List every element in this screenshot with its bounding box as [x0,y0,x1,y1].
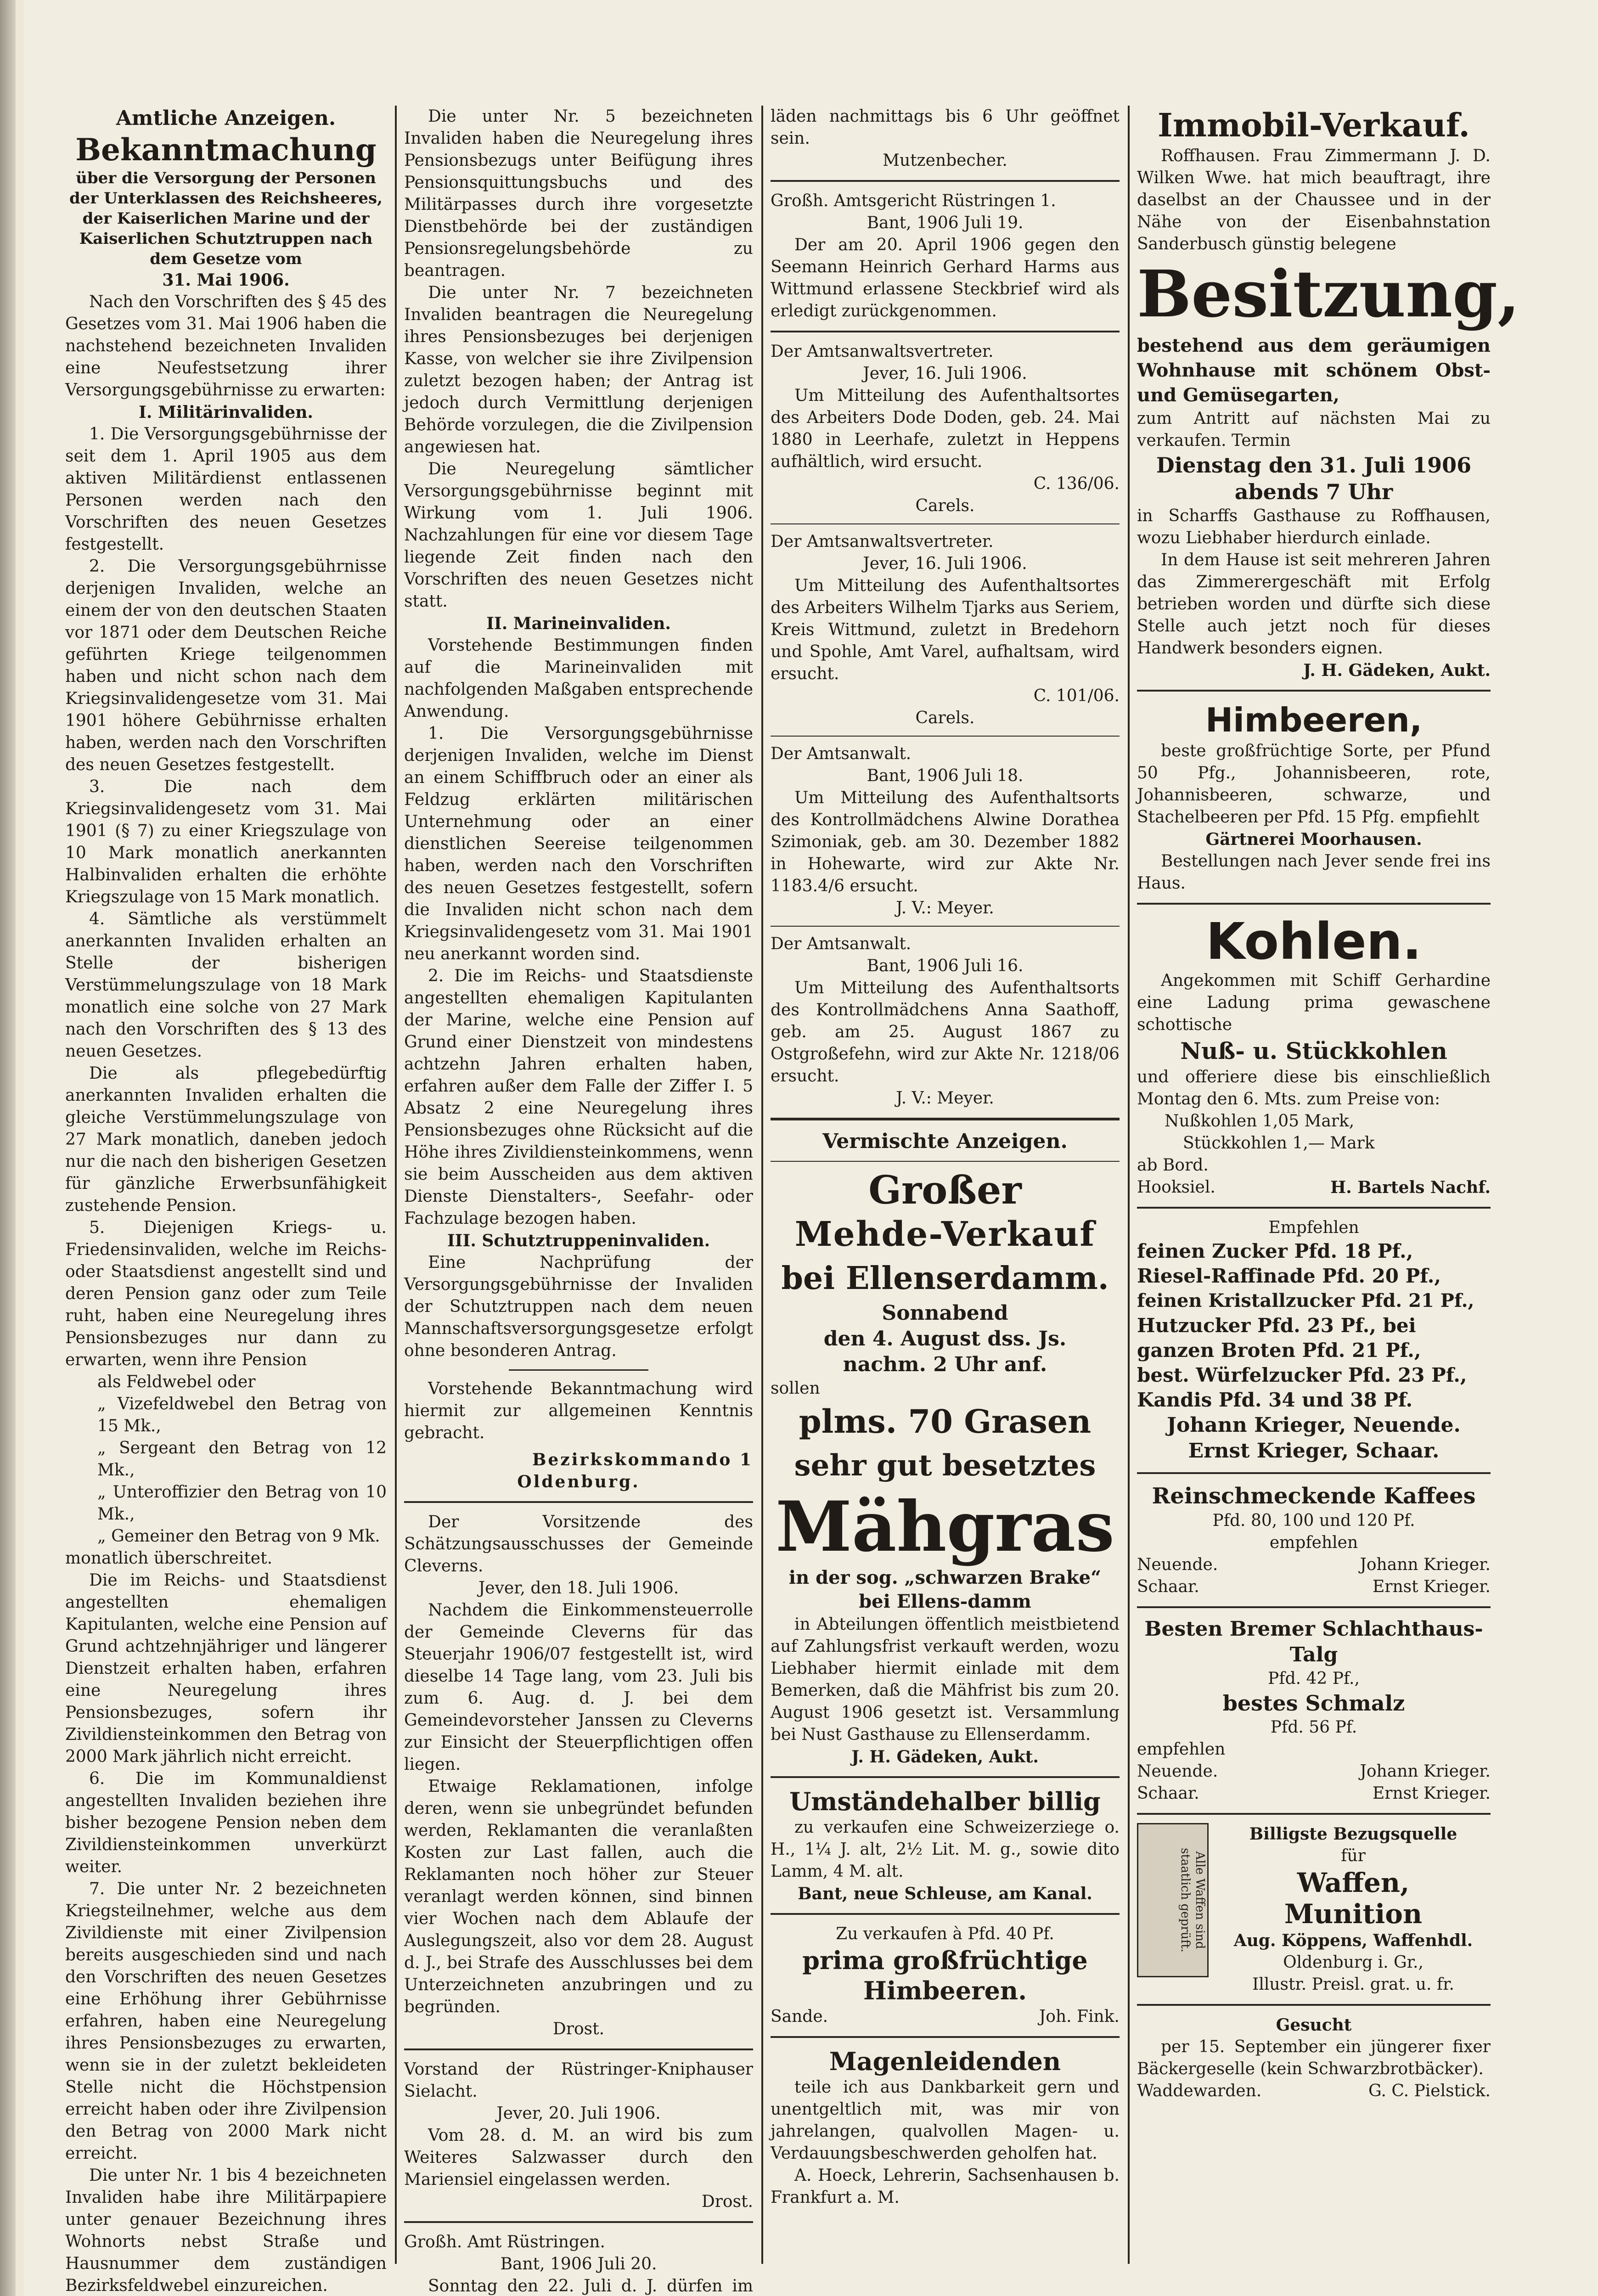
ad-footer [1137,1576,1491,1598]
divider [509,1369,648,1371]
paragraph: Nachdem die Einkommensteuerrolle der Gemeinde Cleverns für das Steuerjahr 1906/07 festgestellt ist, wird dieselbe 14 Tage lang, vom 23. Juli bis zum 6. Aug. d. J. bei dem Gemeindevorsteher Janssen zu Cleverns zur Einsicht der Steuerpflichtigen offen liegen. [404,1601,753,1774]
paragraph: 2. Die im Reichs- und Staatsdienste angestellten ehemaligen Kapitulanten der Marine, welche eine Pension auf Grund einer Dienstzeit von mindestens achtzehn Jahren erhalten haben, erfahren außer dem Falle der Ziffer I. 5 Absatz 2 eine Neuregelung ihres Pensionsbezuges ohne Rücksicht auf die Höhe ihres Zivildiensteinkommens, wenn sie beim Ausscheiden aus dem aktiven Dienste Dienstalters-, Seefahr- oder Fachzulage bezogen haben. [404,967,753,1228]
ad-text: in Abteilungen öffentlich meistbietend auf Zahlungsfrist verkauft werden, wozu Liebhaber hiermit einlade mit dem Bemerken, daß die Mähfrist bis zum 20. August 1906 gesetzt ist. Versammlung bei Nust Gasthause zu Ellenserdamm. [771,1615,1120,1744]
dateline: Bant, 1906 Juli 16. [867,957,1024,975]
ad-line: empfehlen [1137,1740,1226,1759]
dateline: Bant, 1906 Juli 19. [867,214,1024,232]
paragraph: monatlich überschreitet. [65,1549,273,1568]
ad-line: Zu verkaufen à Pfd. 40 Pf. [836,1925,1054,1943]
ad-footer [1137,1783,1491,1805]
paragraph: Vorstehende Bestimmungen finden auf die Marineinvaliden mit nachfolgenden Maßgaben entsprechende Anwendung. [404,636,753,721]
divider [771,1776,1120,1778]
signature: Drost. [701,2192,753,2211]
ad-highlight: plms. 70 Grasen [799,1402,1092,1441]
divider [771,331,1120,332]
signature: Oldenburg. [517,1472,640,1491]
divider [771,1118,1120,1120]
ad-signature: A. Hoeck, Lehrerin, Sachsenhausen b. Frankfurt a. M. [771,2166,1120,2207]
paragraph: Der am 20. April 1906 gegen den Seemann Heinrich Gerhard Harms aus Wittmund erlassene Steckbrief wird als erledigt zurückgenommen. [771,236,1120,321]
ad-highlight: abends 7 Uhr [1234,479,1393,504]
announcement-date: 31. Mai 1906. [162,270,290,290]
ad-line: Pfd. 56 Pf. [1270,1718,1357,1737]
dateline: Jever, 16. Juli 1906. [863,364,1027,383]
ad-line: Oldenburg i. Gr., [1283,1953,1424,1972]
rank-line: „ Sergeant den Betrag von 12 Mk., [97,1439,387,1480]
ad-title: Munition [1284,1898,1423,1930]
paragraph: 1. Die Versorgungsgebührnisse der seit dem 1. April 1905 aus dem aktiven Militärdienst entlassenen Personen werden nach den Vorschriften des neuen Gesetzes festgestellt. [65,425,387,554]
dateline: Jever, 20. Juli 1906. [496,2104,661,2123]
dateline: Jever, 16. Juli 1906. [863,554,1027,573]
paragraph: 5. Diejenigen Kriegs- u. Friedensinvaliden, welche im Reichs- oder Staatsdienst angestellt sind und deren Pension ganz oder zum Teile ruht, haben eine Neuregelung ihres Pensionsbezuges nur dann zu erwarten, wenn ihre Pension [65,1218,387,1369]
paragraph: Eine Nachprüfung der Versorgungsgebührnisse der Invaliden der Schutztruppen nach dem neuen Mannschaftsversorgungsgesetze erfolgt ohne besonderen Antrag. [404,1253,753,1360]
price-line: Nußkohlen 1,05 Mark, [1165,1112,1355,1131]
ad-text: Bestellungen nach Jever sende frei ins Haus. [1137,852,1491,893]
price-line: Hutzucker Pfd. 23 Pf., bei [1137,1314,1416,1337]
signature: Carels. [915,709,975,727]
ad-footer [1137,1176,1491,1199]
divider [771,523,1120,524]
ad-title: Himbeeren. [863,1976,1027,2005]
ad-title: Reinschmeckende Kaffees [1152,1483,1476,1509]
ad-line: nachm. 2 Uhr anf. [843,1353,1047,1376]
cartridge-illustration [1137,1823,1209,1977]
ad-place: Hooksiel. [1137,1178,1215,1197]
price-line: Kandis Pfd. 34 und 38 Pf. [1137,1389,1413,1411]
paragraph: Der Amtsanwalt. [771,744,912,763]
column-rule [1128,106,1130,2264]
ad-text: In dem Hause ist seit mehreren Jahren das Zimmerergeschäft mit Erfolg betrieben worden und dürfte sich diese Stelle auch jetzt noch für dieses Handwerk besonders eignen. [1137,551,1491,658]
ad-signature: Ernst Krieger, Schaar. [1188,1439,1440,1463]
ad-title: Gesucht [1276,2015,1352,2035]
divider [1137,1472,1491,1474]
rank-line: „ Vizefeldwebel den Betrag von 15 Mk., [97,1395,387,1435]
ad-place: Schaar. [1137,1577,1199,1596]
ad-text: Angekommen mit Schiff Gerhardine eine Ladung prima gewaschene schottische [1137,971,1491,1034]
ad-title: Magenleidenden [829,2047,1061,2076]
paragraph: Der Amtsanwaltsvertreter. [771,342,994,361]
price-line: Riesel-Raffinade Pfd. 20 Pf., [1137,1265,1441,1287]
divider [771,1913,1120,1915]
paragraph: Großh. Amtsgericht Rüstringen 1. [771,191,1056,210]
ad-text: in Scharffs Gasthause zu Roffhausen, wozu Liebhaber hierdurch einlade. [1137,506,1491,547]
ad-place: Neuende. [1137,1555,1218,1574]
ad-line: Illustr. Preisl. grat. u. fr. [1252,1975,1454,1994]
ad-line: Empfehlen [1268,1218,1359,1237]
signature: Drost. [552,2020,605,2038]
paragraph: Der Amtsanwalt. [771,934,912,953]
divider [404,1501,753,1503]
paragraph: läden nachmittags bis 6 Uhr geöffnet sein. [771,107,1120,148]
ad-signature: Gärtnerei Moorhausen. [1205,830,1422,849]
weapons-ad [1137,1823,1491,1996]
ad-line: Pfd. 80, 100 und 120 Pf. [1212,1511,1415,1530]
paragraph: 4. Sämtliche als verstümmelt anerkannten Invaliden erhalten an Stelle der bisherigen Verstümmelungszulage von 18 Mark monatlich eine solche von 27 Mark nach den Vorschriften des § 13 des neuen Gesetzes. [65,910,387,1061]
divider [771,180,1120,182]
intro-text: Nach den Vorschriften des § 45 des Gesetzes vom 31. Mai 1906 haben die nachstehend bezeichneten Invaliden eine Neufestsetzung ihrer Versorgungsgebührnisse zu erwarten: [65,293,387,400]
ad-highlight: Dienstag den 31. Juli 1906 [1156,453,1472,478]
price-line: feinen Kristallzucker Pfd. 21 Pf., [1137,1290,1474,1311]
column-rule [761,106,763,2264]
ad-signature: Johann Krieger, Neuende. [1167,1413,1461,1437]
paragraph: Um Mitteilung des Aufenthaltsortes des Arbeiters Wilhelm Tjarks aus Seriem, Kreis Wittmund, zuletzt in Bredehorn und Spohle, Amt Varel, aufhaltsam, wird ersucht. [771,576,1120,683]
signature: Mutzenbecher. [883,151,1007,170]
weapons-ad-text [1216,1823,1491,1996]
ad-title: Kohlen. [1206,912,1422,971]
paragraph: Großh. Amt Rüstringen. [404,2233,605,2251]
paragraph: Die unter Nr. 7 bezeichneten Invaliden beantragen die Neuregelung ihres Pensionsbezuges bei derjenigen Kasse, von welcher sie ihre Zivilpension zuletzt bezogen haben; der Antrag ist jedoch durch Vermittlung derjenigen Behörde vorzulegen, die die Zivilpension angewiesen hat. [404,283,753,456]
ad-place: Neuende. [1137,1762,1218,1781]
ad-title: Himbeeren, [1205,701,1423,739]
divider [404,2221,753,2223]
file-number: C. 101/06. [1033,687,1120,705]
section-3-title: III. Schutztruppeninvaliden. [447,1231,710,1250]
ad-line: sollen [771,1379,820,1398]
paragraph: 2. Die Versorgungsgebührnisse derjenigen Invaliden, welche an einem der von den deutschen Staaten vor 1871 oder dem Deutschen Reiche geführten Kriege teilgenommen haben und nicht schon nach dem Kriegsinvalidengesetze vom 31. Mai 1901 höhere Gebührnisse erhalten haben, werden nach den Vorschriften des neuen Gesetzes festgestellt. [65,557,387,774]
divider [1137,1813,1491,1815]
paragraph: 1. Die Versorgungsgebührnisse derjenigen Invaliden, welche im Dienst an einem Schiffbruch oder an einer als Feldzug erklärten militärischen Unternehmung oder an einer dienstlichen Seereise teilgenommen haben, werden nach den Vorschriften des neuen Gesetzes festgestellt, sofern die Invaliden nicht schon nach dem Kriegsinvalidengesetz vom 31. Mai 1901 neu anerkannt worden sind. [404,724,753,963]
price-line: Stückkohlen 1,— Mark [1183,1134,1375,1153]
ad-title: bestes Schmalz [1222,1691,1405,1716]
signature: Bezirkskommando 1 [532,1450,753,1469]
dateline: Bant, 1906 Juli 20. [500,2255,657,2273]
ad-place: Sande. [771,2007,828,2026]
column-3 [771,106,1120,2273]
paragraph: Der Amtsanwaltsvertreter. [771,532,994,551]
file-number: C. 136/06. [1033,474,1120,493]
signature: Carels. [915,496,975,515]
price-line: ganzen Broten Pfd. 21 Pf., [1137,1339,1421,1362]
rank-line: „ Gemeiner den Betrag von 9 Mk. [97,1527,380,1546]
rank-line: als Feldwebel oder [97,1373,256,1391]
ad-signature: Aug. Köppens, Waffenhdl. [1233,1931,1473,1950]
paragraph: Die im Reichs- und Staatsdienst angestellten ehemaligen Kapitulanten, welche eine Pension auf Grund achtzehnjähriger und längerer Dienstzeit erhalten haben, erfahren eine Neuregelung ihres Pensionsbezuges, sofern ihr Zivildiensteinkommen den Betrag von 2000 Mark jährlich nicht erreicht. [65,1571,387,1766]
rank-line: „ Unteroffizier den Betrag von 10 Mk., [97,1483,387,1524]
ad-line: bei Ellens-damm [859,1591,1031,1612]
ad-line: für [1341,1846,1366,1865]
ad-title: Immobil-Verkauf. [1158,106,1470,144]
paragraph: Um Mitteilung des Aufenthaltsortes des Arbeiters Dode Doden, geb. 24. Mai 1880 in Leerhafe, zuletzt in Heppens aufhältlich, wird ersucht. [771,386,1120,471]
ad-signature: Ernst Krieger. [1372,1577,1491,1596]
paragraph: Etwaige Reklamationen, infolge deren, wenn sie unbegründet befunden werden, Reklamanten die veranlaßten Kosten zur Last fallen, auch die Reklamanten noch höher zur Steuer veranlagt werden können, sind binnen vier Wochen nach dem Ablaufe der Auslegungszeit, also vor dem 28. August d. J., bei Strafe des Ausschlusses bei dem Unterzeichneten anzubringen und zu begründen. [404,1777,753,2016]
cartridge-caption: Alle Waffen sind staatlich geprüft. [1178,1848,1207,1953]
paragraph: Der Vorsitzende des Schätzungsausschusses der Gemeinde Cleverns. [404,1513,753,1576]
ad-title: Waffen, [1297,1867,1410,1898]
paragraph: Um Mitteilung des Aufenthaltsorts des Kontrollmädchens Alwine Dorathea Szimoniak, geb. am 30. Dezember 1882 in Hohewarte, wird zur Akte Nr. 1183.4/6 ersucht. [771,788,1120,895]
ad-signature: Johann Krieger. [1360,1555,1491,1574]
ad-title: prima großfrüchtige [802,1946,1088,1975]
column-rule [395,106,397,2264]
ad-title: Großer [868,1167,1022,1213]
section-2-title: II. Marineinvaliden. [486,614,671,633]
column-1 [65,106,387,2295]
ad-title: Mehde-Verkauf [794,1215,1096,1254]
section-heading-misc: Vermischte Anzeigen. [822,1130,1068,1153]
divider [771,2036,1120,2038]
divider [771,1161,1120,1162]
ad-text: beste großfrüchtige Sorte, per Pfund 50 Pfg., Johannisbeeren, rote, Johannisbeeren, schwarze, und Stachelbeeren per Pfd. 15 Pfg. empfiehlt [1137,742,1491,827]
ad-title: Besitzung, [1137,257,1520,332]
ad-line: den 4. August dss. Js. [823,1327,1067,1351]
ad-place: Schaar. [1137,1784,1199,1803]
paragraph: Vorstand der Rüstringer-Kniphauser Sielacht. [404,2060,753,2101]
dateline: Bant, 1906 Juli 18. [867,766,1024,785]
divider [1137,1207,1491,1209]
ad-footer [1137,1554,1491,1576]
column-2 [404,106,753,2296]
ad-footer [771,2006,1120,2028]
signature: J. V.: Meyer. [896,899,994,917]
ad-footer [1137,1761,1491,1783]
divider [404,2048,753,2050]
paragraph: 7. Die unter Nr. 2 bezeichneten Kriegsteilnehmer, welche aus dem Zivildienste mit einer Zivilpension bereits ausgeschieden sind und nach den Vorschriften des neuen Gesetzes eine Erhöhung ihrer Gebührnisse erfahren, haben eine Neuregelung ihres Pensionsbezuges zu erwarten, wenn sie in der zuletzt bekleideten Stelle nicht die Höchstpension erreicht haben oder ihre Zivilpension den Betrag von 2000 Mark nicht erreicht. [65,1880,387,2163]
divider [1137,2004,1491,2006]
ad-text: zum Antritt auf nächsten Mai zu verkaufen. Termin [1137,409,1491,450]
paragraph: Die als pflegebedürftig anerkannten Invaliden erhalten die gleiche Verstümmelungszulage von 27 Mark monatlich, daneben jedoch nur die nach den bisherigen Gesetzen für gänzliche Erwerbsunfähigkeit zustehende Pension. [65,1064,387,1215]
ad-highlight: bestehend aus dem geräumigen Wohnhause mit schönem Obst- und Gemüsegarten, [1137,335,1491,406]
paragraph: Vorstehende Bekanntmachung wird hiermit zur allgemeinen Kenntnis gebracht. [404,1379,753,1442]
paragraph: Sonntag den 22. Juli d. J. dürfen im [428,2277,753,2296]
price-line: best. Würfelzucker Pfd. 23 Pf., [1137,1364,1467,1386]
signature: J. V.: Meyer. [896,1089,994,1108]
paragraph: Vom 28. d. M. an wird bis zum Weiteres Salzwasser durch den Mariensiel eingelassen werden. [404,2126,753,2189]
newspaper-page [24,0,1598,2296]
ad-highlight: sehr gut besetztes [794,1448,1096,1483]
ad-signature: Joh. Fink. [1039,2007,1120,2026]
paragraph: 6. Die im Kommunaldienst angestellten Invaliden beziehen ihre bisher bezogene Pension neben dem Zivildiensteinkommen unverkürzt weiter. [65,1769,387,1876]
paragraph: Die unter Nr. 1 bis 4 bezeichneten Invaliden habe ihre Militärpapiere unter genauer Bezeichnung ihres Wohnorts nebst Straße und Hausnummer dem zuständigen Bezirksfeldwebel einzureichen. [65,2166,387,2295]
paragraph: Die Neuregelung sämtlicher Versorgungsgebührnisse beginnt mit Wirkung vom 1. Juli 1906. Nachzahlungen für eine vor diesem Tage liegende Zeit finden nach den Vorschriften des neuen Gesetzes nicht statt. [404,460,753,611]
ad-place: Waddewarden. [1137,2082,1262,2100]
ad-title: Besten Bremer Schlachthaus-Talg [1144,1617,1483,1666]
divider [1137,903,1491,905]
ad-line: empfehlen [1269,1533,1358,1552]
ad-signature: J. H. Gädeken, Aukt. [851,1747,1039,1767]
page-binding-edge [0,0,16,2296]
ad-line: Sonnabend [882,1301,1008,1325]
ad-title: Umständehalber billig [789,1787,1101,1816]
ad-line: in der sog. „schwarzen Brake“ [788,1567,1102,1588]
ad-title: bei Ellenserdamm. [781,1260,1109,1297]
ad-text: Roffhausen. Frau Zimmermann J. D. Wilken Wwe. hat mich beauftragt, ihre daselbst an der Chaussee und in der Nähe von der Eisenbahnstation Sanderbusch günstig belegene [1137,146,1491,253]
divider [771,736,1120,737]
ad-text: und offeriere diese bis einschließlich Montag den 6. Mts. zum Preise von: [1137,1068,1491,1109]
ad-signature: Ernst Krieger. [1372,1784,1491,1803]
divider [1137,690,1491,692]
section-heading-official: Amtliche Anzeigen. [116,107,336,130]
announcement-title: Bekanntmachung [75,132,377,168]
ad-text: per 15. September ein jüngerer fixer Bäckergeselle (kein Schwarzbrotbäcker). [1137,2037,1491,2078]
ad-signature: Johann Krieger. [1360,1762,1491,1781]
ad-text: teile ich aus Dankbarkeit gern und unentgeltlich mit, was mir von jahrelangen, qualvollen Magen- u. Verdauungsbeschwerden geholfen hat. [771,2078,1120,2163]
ad-signature: J. H. Gädeken, Aukt. [1303,661,1491,680]
paragraph: 3. Die nach dem Kriegsinvalidengesetz vom 31. Mai 1901 (§ 7) zu einer Kriegszulage von 10 Mark monatlich anerkannten Halbinvaliden erhalten die erhöhte Kriegszulage von 15 Mark monatlich. [65,777,387,906]
ad-highlight: Nuß- u. Stückkohlen [1180,1037,1447,1064]
ad-signature: H. Bartels Nachf. [1330,1178,1491,1197]
ad-line: Pfd. 42 Pf., [1268,1669,1360,1688]
ad-text: zu verkaufen eine Schweizerziege o. H., 1¼ J. alt, 2½ Lit. M. g., sowie dito Lamm, 4 M. alt. [771,1818,1120,1881]
paragraph: Die unter Nr. 5 bezeichneten Invaliden haben die Neuregelung ihres Pensionsbezugs unter Beifügung ihres Pensionsquittungsbuchs und des Militärpasses durch ihre vorgesetzte Dienstbehörde bei der zuständigen Pensionsregelungsbehörde zu beantragen. [404,107,753,280]
ad-signature: G. C. Pielstick. [1368,2082,1491,2100]
ad-signature: Bant, neue Schleuse, am Kanal. [798,1884,1092,1903]
ad-line: Billigste Bezugsquelle [1249,1824,1457,1844]
price-line: feinen Zucker Pfd. 18 Pf., [1137,1240,1413,1262]
divider [771,926,1120,927]
ad-title: Mähgras [776,1486,1114,1567]
ad-footer [1137,2080,1491,2102]
divider [1137,1606,1491,1608]
dateline: Jever, den 18. Juli 1906. [478,1579,679,1598]
ad-text: ab Bord. [1137,1156,1209,1175]
section-1-title: I. Militärinvaliden. [139,403,313,422]
column-4 [1137,106,1520,2273]
paragraph: Um Mitteilung des Aufenthaltsorts des Kontrollmädchens Anna Saathoff, geb. am 25. August 1867 zu Ostgroßefehn, wird zur Akte Nr. 1218/06 ersucht. [771,979,1120,1086]
announcement-subtitle: über die Versorgung der Personen der Unterklassen des Reichsheeres, der Kaiserlichen Marine und der Kaiserlichen Schutztruppen nach dem Gesetze vom [69,169,383,268]
